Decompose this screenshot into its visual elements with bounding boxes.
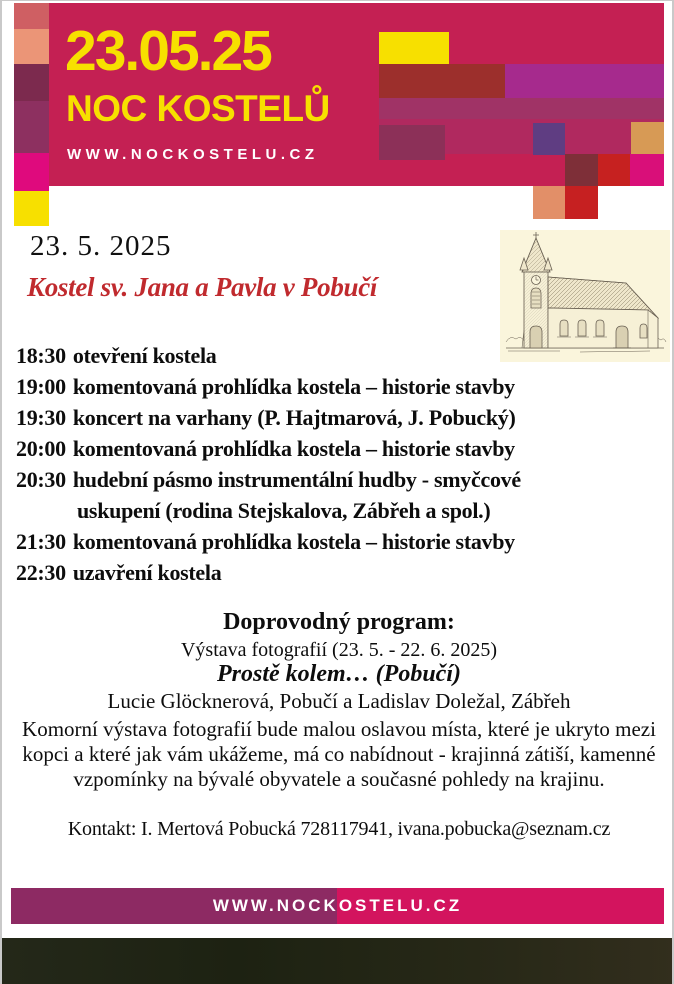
program-time: 19:00: [16, 374, 66, 399]
mosaic-tile: [14, 64, 49, 101]
mosaic-tile: [598, 154, 630, 186]
program-text: hudební pásmo instrumentální hudby - smyčcové: [72, 467, 521, 492]
program-item: [16, 464, 664, 495]
program-time: 21:30: [16, 529, 66, 554]
program-item: [16, 371, 664, 402]
program-item: [16, 433, 664, 464]
program-text: uskupení (rodina Stejskalova, Zábřeh a spol.): [77, 498, 491, 523]
mosaic-tile: [14, 29, 49, 64]
mosaic-tile: [379, 32, 449, 64]
program-text: otevření kostela: [72, 343, 217, 368]
mosaic-tile: [565, 154, 598, 186]
program-time: 20:00: [16, 436, 66, 461]
program-item: [16, 557, 664, 588]
program-list: [16, 340, 664, 588]
event-date: 23. 5. 2025: [30, 230, 172, 262]
side-program-description: Komorní výstava fotografií bude malou oslavou místa, které je ukryto mezi kopci a které jak vám ukážeme, má co nabídnout - krajinná zátiší, kamenné vzpomínky na bývalé obyvatele a současné pohledy na krajinu.: [22, 717, 656, 791]
program-time: 19:30: [16, 405, 66, 430]
program-time: 18:30: [16, 343, 66, 368]
mosaic-tile: [14, 101, 49, 153]
mosaic-tile: [14, 3, 49, 29]
banner-title: NOC KOSTELŮ: [66, 88, 330, 129]
footer-url: WWW.NOCKOSTELU.CZ: [212, 896, 463, 915]
mosaic-tile: [379, 64, 505, 98]
program-item: [16, 402, 664, 433]
side-program-exhibition-title: Prostě kolem… (Pobučí): [217, 661, 461, 687]
banner-date: 23.05.25: [65, 19, 271, 83]
program-text: uzavření kostela: [72, 560, 222, 585]
mosaic-tile: [14, 191, 49, 226]
program-text: komentovaná prohlídka kostela – historie stavby: [72, 374, 515, 399]
program-item-continuation: [16, 495, 664, 526]
side-program-exhibition: Výstava fotografií (23. 5. - 22. 6. 2025): [180, 639, 498, 661]
mosaic-tile: [631, 122, 664, 154]
side-program-authors: Lucie Glöcknerová, Pobučí a Ladislav Doležal, Zábřeh: [107, 689, 571, 713]
mosaic-tile: [379, 125, 445, 160]
church-title: Kostel sv. Jana a Pavla v Pobučí: [27, 272, 378, 302]
program-time: 20:30: [16, 467, 66, 492]
program-item: [16, 526, 664, 557]
contact-line: Kontakt: I. Mertová Pobucká 728117941, ivana.pobucka@seznam.cz: [67, 818, 611, 840]
mosaic-tile: [14, 153, 49, 191]
program-time: 22:30: [16, 560, 66, 585]
bottom-dark-band: [0, 938, 674, 984]
side-program-heading: Doprovodný program:: [223, 609, 455, 635]
mosaic-tile: [379, 98, 664, 119]
program-text: komentovaná prohlídka kostela – historie stavby: [72, 529, 515, 554]
program-text: komentovaná prohlídka kostela – historie stavby: [72, 436, 515, 461]
program-item: [16, 340, 664, 371]
mosaic-tile: [630, 154, 664, 186]
mosaic-tile: [565, 186, 598, 219]
program-text: koncert na varhany (P. Hajtmarová, J. Pobucký): [72, 405, 516, 430]
mosaic-tile: [533, 186, 565, 219]
mosaic-tile: [505, 64, 664, 98]
footer-banner: [11, 888, 664, 924]
banner-url: WWW.NOCKOSTELU.CZ: [67, 146, 319, 163]
mosaic-tile: [533, 123, 565, 155]
